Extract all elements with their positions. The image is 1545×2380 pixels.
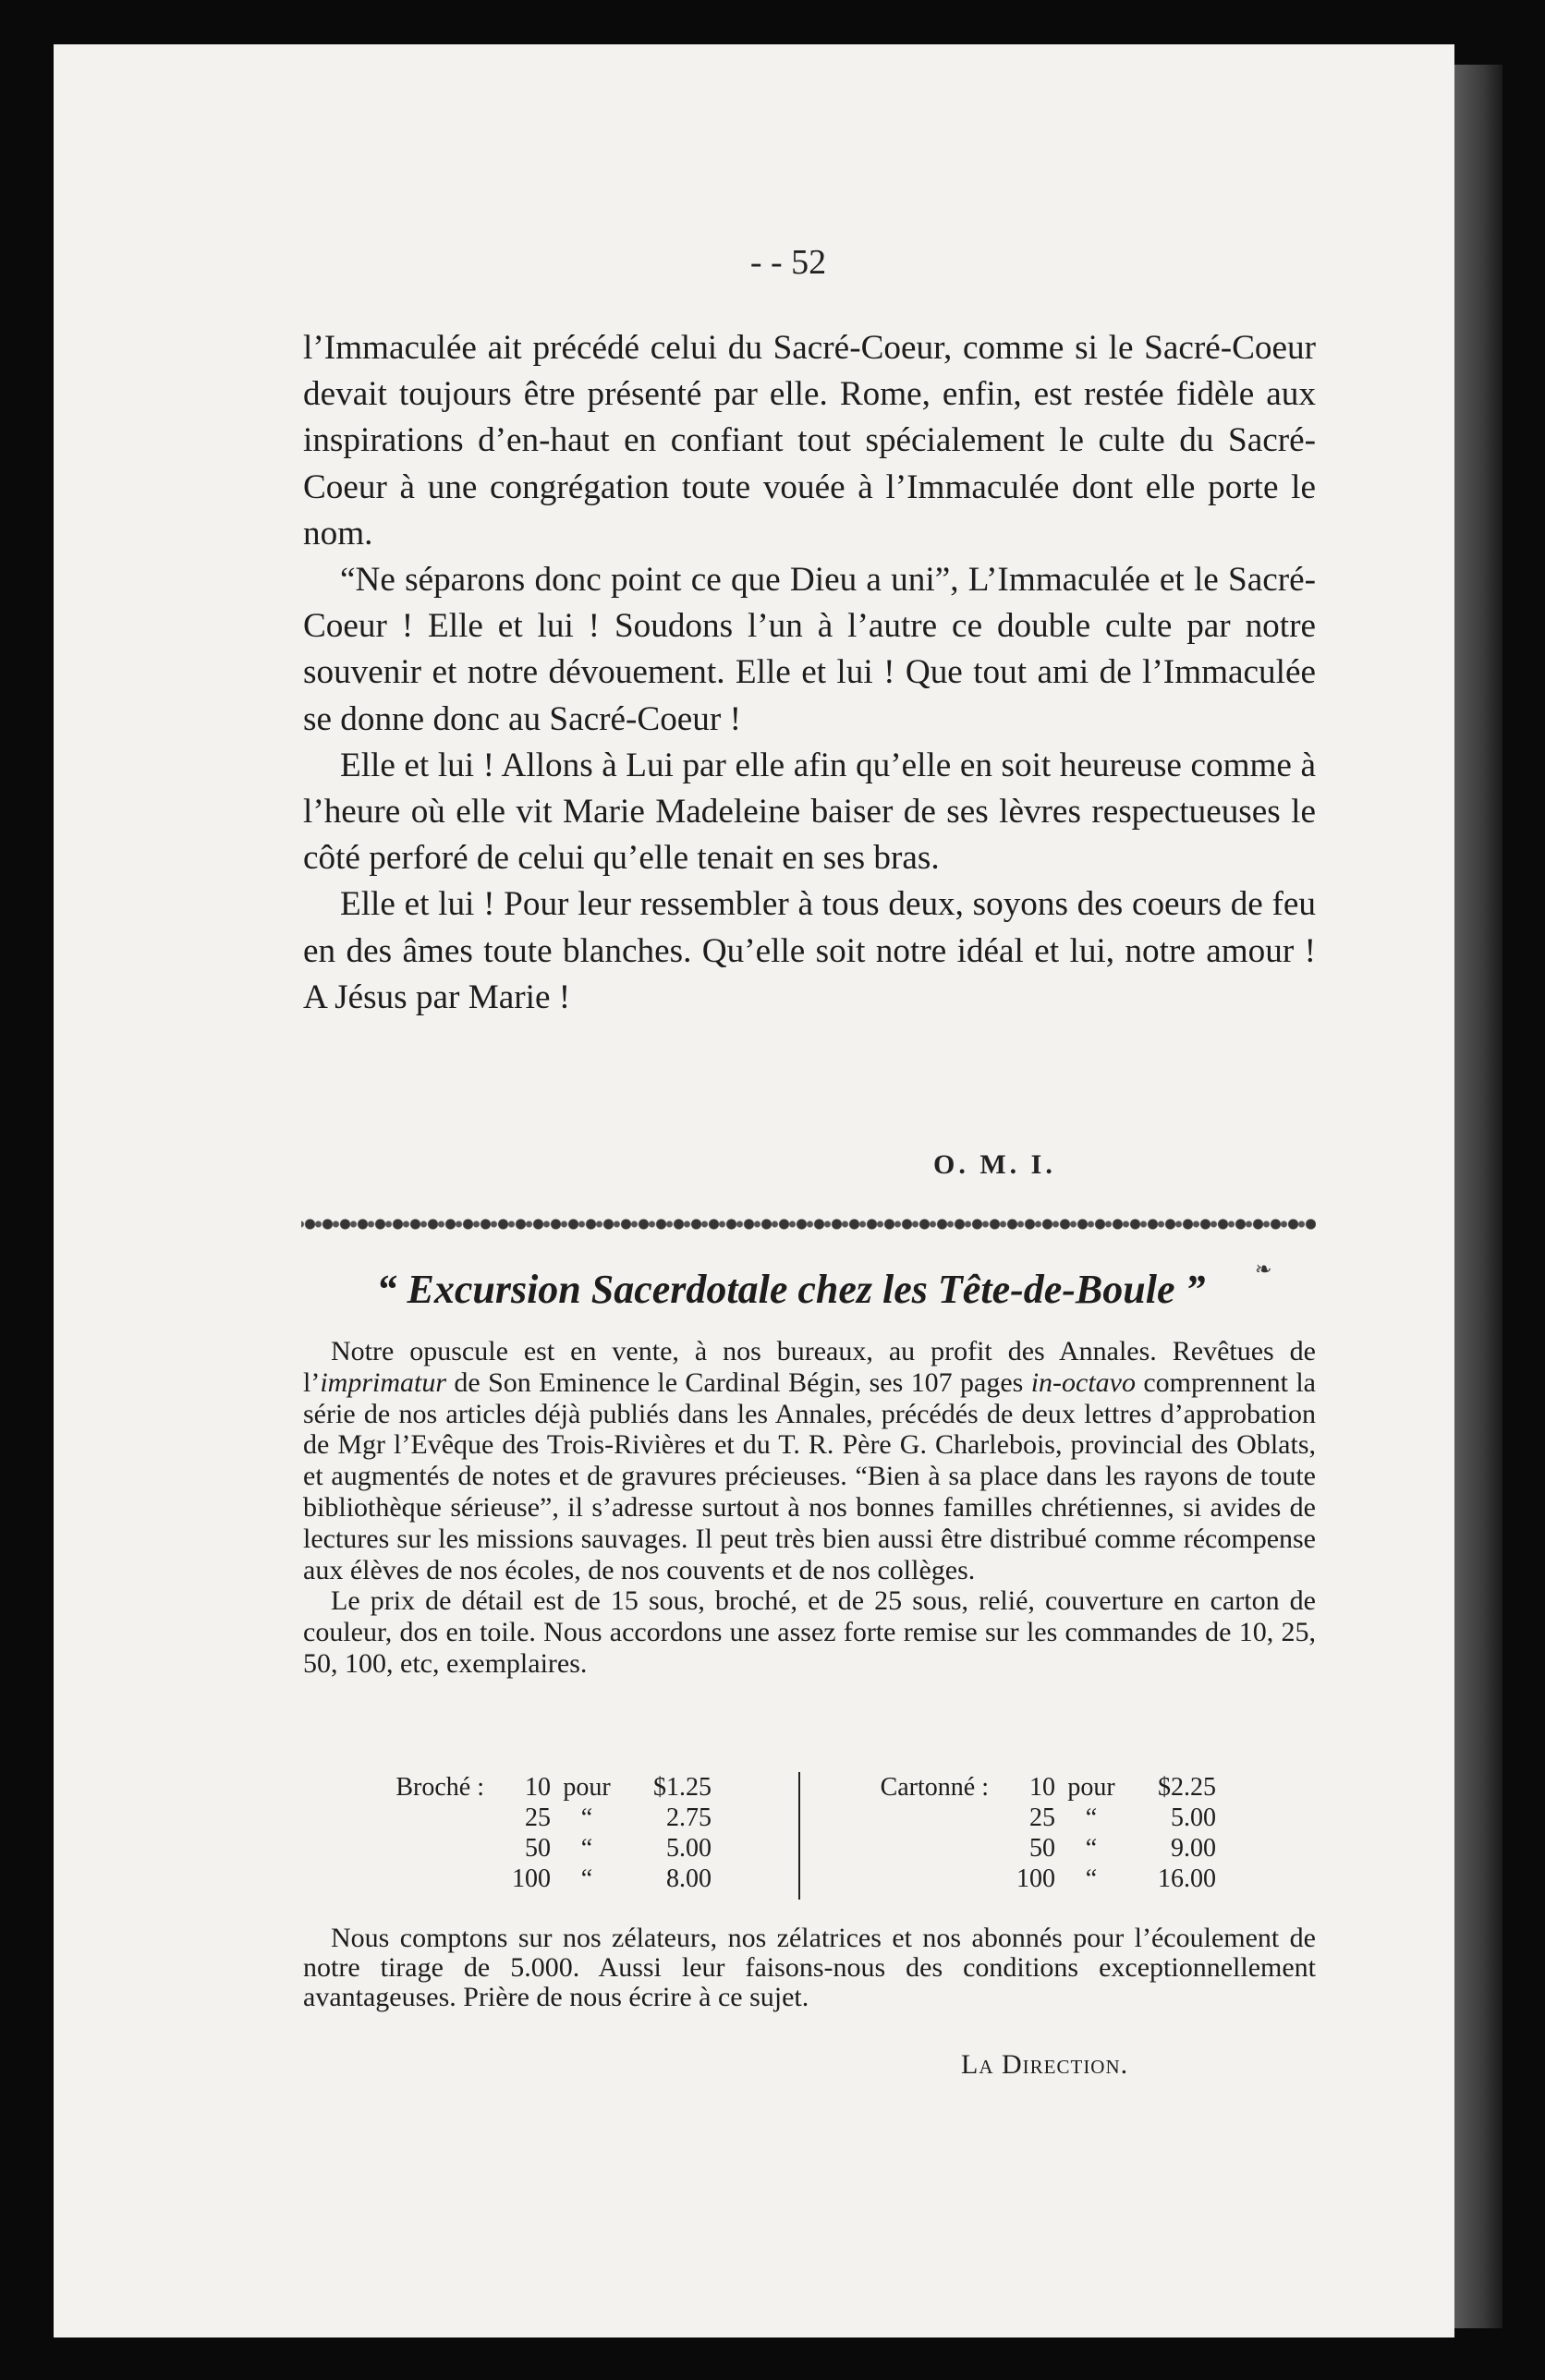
article-text <box>303 325 1316 1021</box>
article-paragraph-2: “Ne séparons donc point ce que Dieu a uni”, L’Immaculée et le Sacré-Coeur ! Elle et lui ! Soudons l’un à l’autre ce double culte par notre souvenir et notre dévouement. Elle et lui ! Que tout ami de l’Immaculée se donne donc au Sacré-Coeur ! <box>303 561 1316 738</box>
cartonne-price-table <box>826 1772 1216 1894</box>
page-number: - - 52 <box>749 243 827 282</box>
table-row: 50 “ 5.00 <box>525 1834 712 1863</box>
notice-paragraph-1: Notre opuscule est en vente, à nos bureaux, au profit des Annales. Revêtues de l’imprimatur de Son Eminence le Cardinal Bégin, ses 107 pages in-octavo comprennent la série de nos articles déjà publiés dans les Annales, précédés de deux lettres d’approbation de Mgr l’Evêque des Trois-Rivières et du T. R. Père G. Charlebois, provincial des Oblats, et augmentés de notes et de gravures précieuses. “Bien à sa place dans les rayons de toute bibliothèque sérieuse”, il s’adresse surtout à nos bonnes familles chrétiennes, si avides de lectures sur les missions sauvages. Il peut très bien aussi être distribué comme récompense aux élèves de nos écoles, de nos couvents et de nos collèges. <box>303 1336 1316 1585</box>
ornamental-divider <box>301 1212 1316 1236</box>
closing-paragraph: Nous comptons sur nos zélateurs, nos zélatrices et nos abonnés pour l’écoulement de notre tirage de 5.000. Aussi leur faisons-nous des conditions exceptionnellement avantageuses. Prière de nous écrire à ce sujet. <box>303 1923 1316 2012</box>
cartonne-label: Cartonné : <box>880 1773 989 1802</box>
direction-signature: La Direction. <box>961 2049 1129 2080</box>
broche-price-table <box>360 1772 712 1894</box>
table-row: 100 “ 8.00 <box>512 1864 712 1893</box>
broche-label: Broché : <box>395 1773 484 1802</box>
article-paragraph-4: Elle et lui ! Pour leur ressembler à tous deux, soyons des coeurs de feu en des âmes toute blanches. Qu’elle soit notre idéal et lui, notre amour ! A Jésus par Marie ! <box>303 885 1316 1016</box>
table-row: Broché : 10 pour $1.25 <box>360 1772 712 1803</box>
article-paragraph-1: l’Immaculée ait précédé celui du Sacré-Coeur, comme si le Sacré-Coeur devait toujours être présenté par elle. Rome, enfin, est restée fidèle aux inspirations d’en-haut en confiant tout spécialement le culte du Sacré-Coeur à une congrégation toute vouée à l’Immaculée dont elle porte le nom. <box>303 329 1316 552</box>
article-signature: O. M. I. <box>933 1149 1056 1180</box>
table-row: 50 “ 9.00 <box>1029 1834 1216 1863</box>
table-row: 25 “ 5.00 <box>1029 1803 1216 1832</box>
notice-body <box>303 1336 1316 1680</box>
price-table <box>360 1772 1284 1900</box>
table-row: 25 “ 2.75 <box>525 1803 712 1832</box>
flourish-ornament-icon: ❧ <box>1255 1258 1272 1281</box>
notice-paragraph-2: Le prix de détail est de 15 sous, broché, et de 25 sous, relié, couverture en carton de couleur, dos en toile. Nous accordons une assez forte remise sur les commandes de 10, 25, 50, 100, etc, exemplaires. <box>303 1585 1316 1679</box>
imprimatur-term: imprimatur <box>320 1366 447 1398</box>
in-octavo-term: in-octavo <box>1030 1366 1136 1398</box>
article-paragraph-3: Elle et lui ! Allons à Lui par elle afin qu’elle en soit heureuse comme à l’heure où elle vit Marie Madeleine baiser de ses lèvres respectueuses le côté perforé de celui qu’elle tenait en ses bras. <box>303 746 1316 878</box>
notice-title: “ Excursion Sacerdotale chez les Tête-de-Boule ” <box>376 1267 1206 1312</box>
table-divider-rule <box>798 1772 800 1900</box>
table-row: Cartonné : 10 pour $2.25 <box>826 1772 1216 1803</box>
table-row: 100 “ 16.00 <box>1016 1864 1216 1893</box>
notice-closing <box>303 1924 1316 2012</box>
book-spine <box>1454 65 1502 2328</box>
